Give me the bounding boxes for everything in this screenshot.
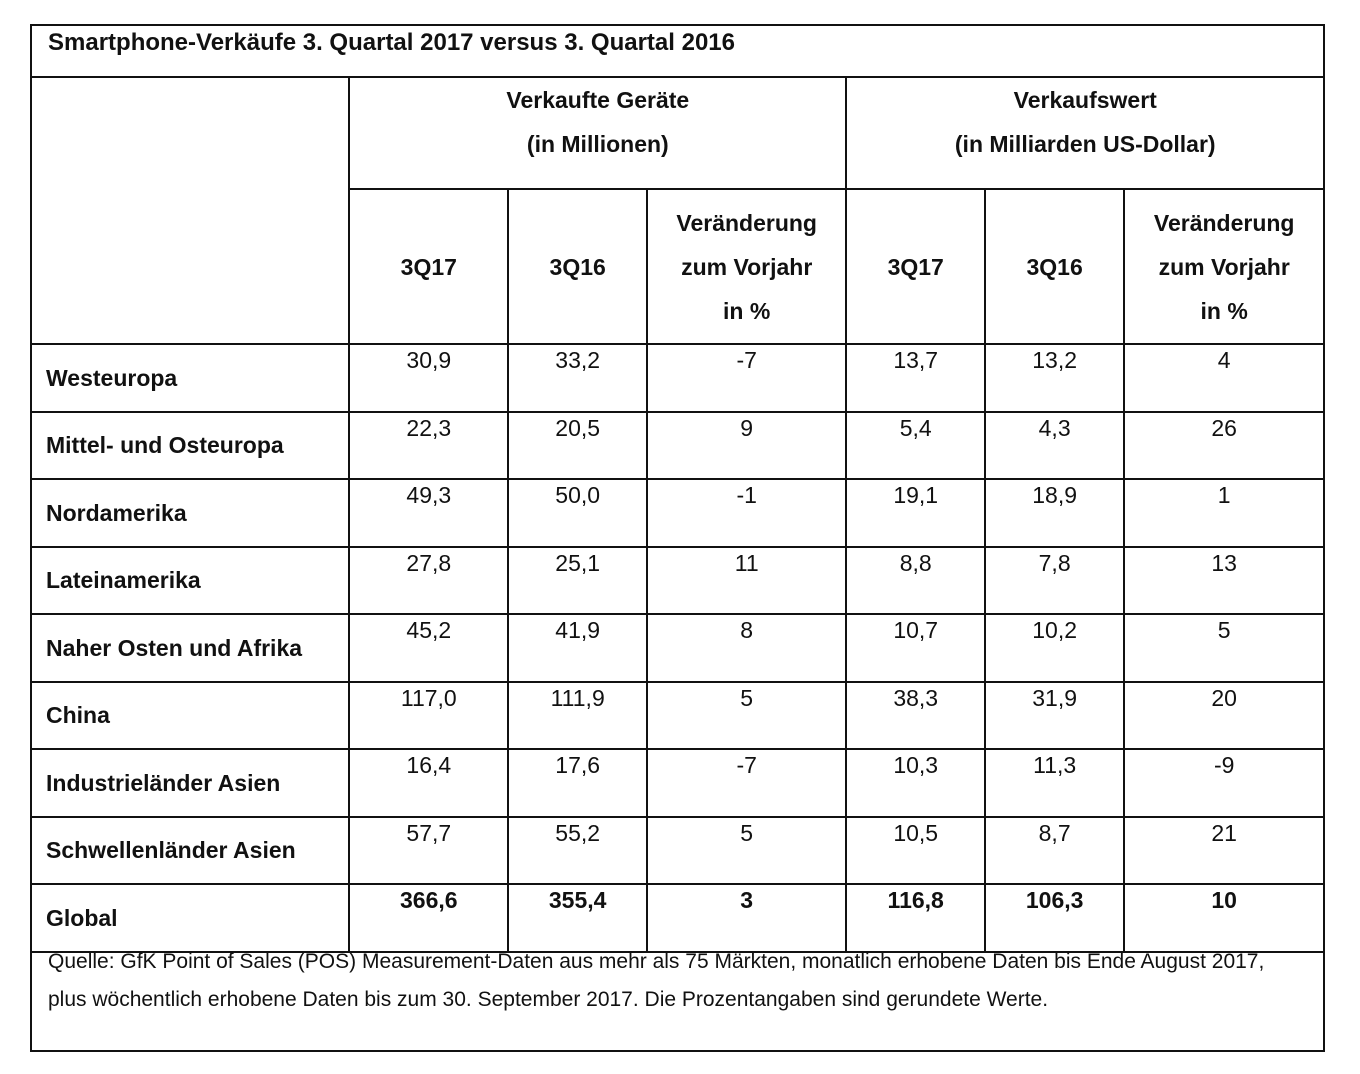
col-value-3q16: 3Q16: [985, 189, 1124, 344]
table-row: [32, 614, 1323, 682]
units-change-cell: 5: [647, 682, 847, 749]
col-value-change: [1124, 189, 1323, 344]
col-units-3q17: 3Q17: [349, 189, 508, 344]
table-row: [32, 479, 1323, 547]
units-3q17-cell: 49,3: [349, 479, 508, 547]
units-change-cell: -7: [647, 344, 847, 412]
value-3q17-cell: 116,8: [846, 884, 984, 952]
value-3q17-cell: 38,3: [846, 682, 984, 749]
units-change-cell: 3: [647, 884, 847, 952]
units-3q17-cell: 45,2: [349, 614, 508, 682]
value-change-cell: -9: [1124, 749, 1323, 817]
value-group-unit: (in Milliarden US-Dollar): [954, 131, 1216, 157]
table-row: [32, 749, 1323, 817]
units-change-cell: 11: [647, 547, 847, 614]
value-group-title: Verkaufswert: [1013, 87, 1157, 113]
value-3q17-cell: 13,7: [846, 344, 984, 412]
value-change-cell: 10: [1124, 884, 1323, 952]
value-3q17-cell: 5,4: [846, 412, 984, 479]
units-group-header: [349, 78, 846, 189]
units-3q17-cell: 366,6: [349, 884, 508, 952]
value-3q16-cell: 13,2: [985, 344, 1124, 412]
source-note: Quelle: GfK Point of Sales (POS) Measurement-Daten aus mehr als 75 Märkten, monatlich erhobene Daten bis Ende August 2017, plus wöchentlich erhobene Daten bis zum 30. September 2017. Die Prozentangaben sind gerundete Werte.: [48, 950, 1265, 1011]
units-change-cell: 8: [647, 614, 847, 682]
table-row: [32, 817, 1323, 884]
value-change-cell: 13: [1124, 547, 1323, 614]
units-change-cell: -1: [647, 479, 847, 547]
change-label-line2: zum Vorjahr: [1158, 253, 1290, 280]
value-3q16-cell: 10,2: [985, 614, 1124, 682]
region-cell: Schwellenländer Asien: [32, 817, 349, 884]
value-change-cell: 26: [1124, 412, 1323, 479]
units-3q16-cell: 41,9: [508, 614, 646, 682]
value-change-cell: 5: [1124, 614, 1323, 682]
col-units-change: [647, 189, 847, 344]
region-cell: Global: [32, 884, 349, 952]
region-cell: Westeuropa: [32, 344, 349, 412]
value-3q16-cell: 4,3: [985, 412, 1124, 479]
document-frame: [30, 24, 1325, 1052]
table-row: [32, 344, 1323, 412]
table-row: [32, 412, 1323, 479]
value-3q16-cell: 106,3: [985, 884, 1124, 952]
col-value-3q17: 3Q17: [846, 189, 984, 344]
units-3q16-cell: 55,2: [508, 817, 646, 884]
sales-table: [32, 78, 1323, 953]
value-change-cell: 4: [1124, 344, 1323, 412]
units-3q16-cell: 355,4: [508, 884, 646, 952]
units-group-unit: (in Millionen): [526, 131, 669, 157]
value-3q17-cell: 19,1: [846, 479, 984, 547]
col-units-3q16: 3Q16: [508, 189, 646, 344]
units-change-cell: -7: [647, 749, 847, 817]
value-3q16-cell: 8,7: [985, 817, 1124, 884]
value-change-cell: 21: [1124, 817, 1323, 884]
value-change-cell: 20: [1124, 682, 1323, 749]
change-label-line1: Veränderung: [676, 209, 817, 236]
region-cell: Nordamerika: [32, 479, 349, 547]
region-cell: Industrieländer Asien: [32, 749, 349, 817]
value-3q17-cell: 10,7: [846, 614, 984, 682]
empty-corner-cell: [32, 78, 349, 344]
source-footer: [32, 942, 1323, 1050]
table-row: [32, 682, 1323, 749]
value-change-cell: 1: [1124, 479, 1323, 547]
region-cell: Mittel- und Osteuropa: [32, 412, 349, 479]
value-3q16-cell: 7,8: [985, 547, 1124, 614]
units-3q17-cell: 117,0: [349, 682, 508, 749]
title-bar: [32, 26, 1323, 78]
units-3q17-cell: 57,7: [349, 817, 508, 884]
units-3q16-cell: 20,5: [508, 412, 646, 479]
region-cell: Naher Osten und Afrika: [32, 614, 349, 682]
units-group-title: Verkaufte Geräte: [506, 87, 690, 113]
change-label-line3: in %: [1200, 297, 1248, 324]
units-3q16-cell: 111,9: [508, 682, 646, 749]
units-3q16-cell: 25,1: [508, 547, 646, 614]
page-title: Smartphone-Verkäufe 3. Quartal 2017 versus 3. Quartal 2016: [48, 29, 735, 56]
value-3q16-cell: 31,9: [985, 682, 1124, 749]
units-3q17-cell: 22,3: [349, 412, 508, 479]
change-label-line2: zum Vorjahr: [681, 253, 813, 280]
units-3q16-cell: 17,6: [508, 749, 646, 817]
region-cell: Lateinamerika: [32, 547, 349, 614]
units-3q17-cell: 16,4: [349, 749, 508, 817]
units-3q16-cell: 50,0: [508, 479, 646, 547]
value-group-header: [846, 78, 1323, 189]
value-3q17-cell: 8,8: [846, 547, 984, 614]
change-label-line1: Veränderung: [1153, 209, 1295, 236]
value-3q16-cell: 18,9: [985, 479, 1124, 547]
region-cell: China: [32, 682, 349, 749]
units-3q16-cell: 33,2: [508, 344, 646, 412]
value-3q16-cell: 11,3: [985, 749, 1124, 817]
units-change-cell: 5: [647, 817, 847, 884]
table-row: [32, 547, 1323, 614]
value-3q17-cell: 10,3: [846, 749, 984, 817]
units-3q17-cell: 30,9: [349, 344, 508, 412]
value-3q17-cell: 10,5: [846, 817, 984, 884]
units-3q17-cell: 27,8: [349, 547, 508, 614]
group-header-row: [32, 78, 1323, 189]
change-label-line3: in %: [723, 297, 771, 324]
units-change-cell: 9: [647, 412, 847, 479]
